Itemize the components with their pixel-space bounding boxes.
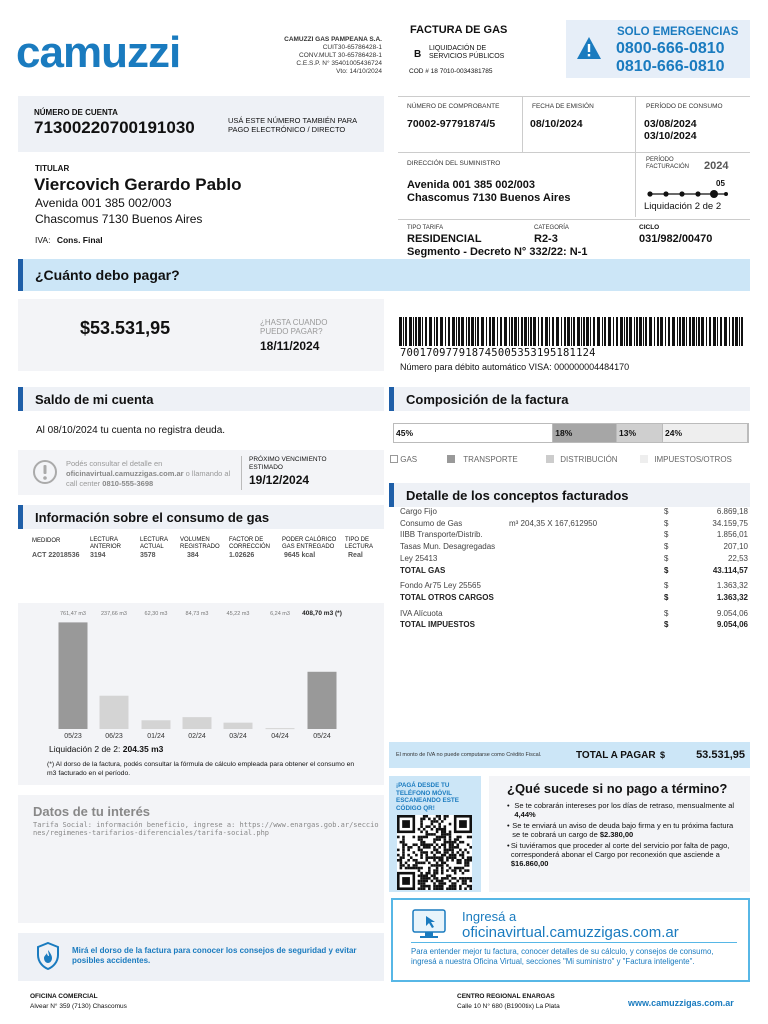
pay-header-title: ¿Cuánto debo pagar?	[35, 267, 180, 283]
chart-value-label: 45,22 m3	[226, 611, 250, 617]
voucher-date-label: FECHA DE EMISIÓN	[532, 103, 594, 110]
tariff-cycle-label: CICLO	[639, 224, 660, 231]
legend-distribution: DISTRIBUCIÓN	[546, 455, 618, 464]
detail-amount: 43.114,57	[712, 565, 748, 575]
tariff-type-label: TIPO TARIFA	[407, 225, 444, 231]
holder-name: Viercovich Gerardo Pablo	[34, 175, 242, 194]
legend-transport: TRANSPORTE	[447, 455, 518, 464]
consumption-header-title: Información sobre el consumo de gas	[35, 510, 270, 525]
detail-amount: 9.054,06	[716, 620, 748, 630]
chart-bar	[142, 720, 171, 729]
detail-currency: $	[664, 553, 669, 563]
invoice-letter: B	[414, 49, 422, 60]
total-amount: 53.531,95	[696, 749, 745, 761]
composition-header-title: Composición de la factura	[406, 392, 569, 407]
legend-gas: GAS	[390, 455, 417, 464]
chart-bar	[266, 728, 295, 729]
legend-taxes: IMPUESTOS/OTROS	[640, 455, 732, 464]
emergency-phone-2: 0810-666-0810	[616, 58, 725, 75]
company-name: CAMUZZI GAS PAMPEANA S.A.	[284, 36, 382, 43]
detail-concept: Ley 25413	[400, 553, 438, 563]
pay-box	[18, 299, 384, 371]
virtual-text: Para entender mejor tu factura, conocer detalles de su cálculo, y consejos de consumo, ingresá a nuestra Oficina Virtual, secciones "Mi suministro" y "Factura inteligente".	[411, 947, 714, 966]
details-header-title: Detalle de los conceptos facturados	[406, 488, 629, 503]
composition-header	[389, 387, 750, 411]
chart-category-label: 03/24	[229, 733, 247, 740]
footer-center-address: Calle 10 N° 680 (B1900tix) La Plata	[457, 1003, 560, 1010]
billing-liquidation: Liquidación 2 de 2	[644, 201, 722, 212]
detail-concept: TOTAL OTROS CARGOS	[400, 592, 494, 602]
supply-address-2: Chascomus 7130 Buenos Aires	[407, 192, 571, 204]
col-factor: FACTOR DE CORRECCIÓN	[229, 537, 271, 550]
detail-currency: $	[664, 518, 669, 528]
tariff-segment: Segmento - Decreto N° 332/22: N-1	[407, 246, 588, 258]
balance-info-line1: Podés consultar el detalle en	[66, 459, 163, 468]
chart-bar	[100, 696, 129, 729]
company-cesp: C.E.S.P. N° 35401005436724	[296, 60, 382, 67]
col-meter: MEDIDOR	[32, 538, 61, 544]
late-bullets: • Se te cobrarán intereses por los días de retraso, mensualmente al 4,44% • Se te enviará un aviso de deuda bajo firma y en tu próxima factura se te cobrará un cargo de $2.380,00 • Si tuviéramos que proceder al corte del servicio por falta de pago, corresponderá abonar el Cargo por reconexión que asciende a $16.860,00	[507, 801, 735, 868]
val-meter: ACT 22018536	[32, 552, 80, 559]
balance-info-link[interactable]: oficinavirtual.camuzzigas.com.ar	[66, 469, 184, 478]
chart-bar	[59, 622, 88, 729]
invoice-type: LIQUIDACIÓN DE SERVICIOS PÚBLICOS	[429, 45, 505, 60]
billing-num: 05	[716, 179, 725, 188]
consumption-header	[18, 505, 384, 529]
detail-amount: 207,10	[723, 542, 748, 552]
holder-iva	[35, 235, 103, 245]
account-note: USÁ ESTE NÚMERO TAMBIÉN PARA PAGO ELECTRÓNICO / DIRECTO	[228, 116, 357, 134]
detail-row	[400, 542, 748, 553]
pay-until-label: ¿HASTA CUANDO PUEDO PAGAR?	[260, 318, 328, 336]
detail-amount: 1.363,32	[716, 581, 748, 591]
val-volume: 384	[187, 552, 199, 559]
pay-until-date: 18/11/2024	[260, 339, 320, 353]
detail-row	[400, 581, 748, 592]
supply-label: DIRECCIÓN DEL SUMINISTRO	[407, 160, 501, 167]
pay-amount: $53.531,95	[80, 318, 171, 338]
late-header: ¿Qué sucede si no pago a término?	[507, 781, 728, 796]
composition-segment: 13%	[617, 424, 663, 442]
emergency-title: SOLO EMERGENCIAS	[617, 26, 739, 38]
company-info	[230, 36, 382, 76]
consumption-table	[18, 532, 384, 594]
composition-segment: 24%	[663, 424, 748, 442]
virtual-office-box[interactable]	[391, 898, 750, 982]
barcode-number: 700170977918745005353195181124	[400, 347, 596, 359]
supply-box	[398, 152, 750, 256]
chart-category-label: 05/23	[64, 733, 82, 740]
billing-progress-track	[646, 189, 728, 199]
detail-row	[400, 507, 748, 518]
balance-info-line2: o llamando al call center	[66, 469, 231, 488]
col-current: LECTURA ACTUAL	[140, 537, 168, 550]
account-box	[18, 96, 384, 152]
account-label: NÚMERO DE CUENTA	[34, 108, 118, 117]
pay-header	[18, 259, 750, 291]
safety-box	[18, 933, 384, 981]
camuzzi-logo: camuzzi	[16, 28, 181, 77]
val-current: 3578	[140, 552, 156, 559]
detail-currency: $	[664, 620, 669, 630]
late-payment-box	[489, 776, 750, 892]
val-factor: 1.02626	[229, 552, 255, 559]
detail-amount: 9.054,06	[716, 608, 748, 618]
balance-text: Al 08/10/2024 tu cuenta no registra deuda.	[36, 425, 226, 436]
company-vto: Vto: 14/10/2024	[336, 68, 382, 75]
detail-currency: $	[664, 542, 669, 552]
chart-bar	[308, 672, 337, 729]
chart-footnote: (*) Al dorso de la factura, podés consultar la fórmula de cálculo empleada para obtener el consumo en m3 facturado en el período.	[47, 761, 355, 777]
detail-currency: $	[664, 581, 669, 591]
account-number: 71300220700191030	[34, 118, 195, 137]
footer-website[interactable]: www.camuzzigas.com.ar	[628, 998, 734, 1008]
footer-center-label: CENTRO REGIONAL ENARGAS	[457, 993, 555, 1000]
tariff-cat-label: CATEGORÍA	[534, 225, 569, 231]
balance-header	[18, 387, 384, 411]
tariff-type: RESIDENCIAL	[407, 233, 482, 245]
detail-amount: 1.363,32	[716, 592, 748, 602]
detail-concept: TOTAL GAS	[400, 565, 446, 575]
billing-year: 2024	[704, 160, 729, 172]
detail-row	[400, 519, 748, 530]
detail-currency: $	[664, 565, 669, 575]
detail-row	[400, 530, 748, 541]
iva-note: El monto de IVA no puede computarse como Crédito Fiscal.	[396, 752, 542, 758]
total-label: TOTAL A PAGAR	[576, 750, 656, 761]
monitor-click-icon	[411, 908, 447, 940]
chart-value-label: 761,47 m3	[60, 611, 86, 617]
chart-value-label: 62,30 m3	[144, 611, 168, 617]
chart-value-label: 6,24 m3	[270, 611, 290, 617]
visa-number: 000000004484170	[554, 362, 630, 372]
detail-concept: IVA Alícuota	[400, 608, 443, 618]
chart-bar	[183, 717, 212, 729]
qr-text: ¡PAGÁ DESDE TU TELÉFONO MÓVIL ESCANEANDO ESTE CÓDIGO QR!	[396, 782, 459, 812]
col-volume: VOLUMEN REGISTRADO	[180, 537, 220, 550]
chart-liquidation-value: 204.35 m3	[122, 744, 164, 754]
detail-currency: $	[664, 608, 669, 618]
company-conv: CONV.MULT 30-65786428-1	[299, 52, 382, 59]
payment-qr-code[interactable]	[395, 815, 474, 890]
holder-iva-value: Cons. Final	[56, 235, 103, 245]
detail-currency: $	[664, 592, 669, 602]
col-prev: LECTURA ANTERIOR	[90, 537, 122, 550]
invoice-title: FACTURA DE GAS	[410, 24, 508, 36]
voucher-period-from: 03/08/2024	[644, 118, 697, 130]
composition-segment: 45%	[394, 424, 553, 442]
voucher-date: 08/10/2024	[530, 118, 583, 130]
val-reading: Real	[348, 552, 363, 559]
interest-text: Tarifa Social: información beneficio, ingrese a: https://www.enargas.gob.ar/secciones/regimenes-tarifarios-diferenciales/tarifa-social.php	[33, 821, 379, 837]
tariff-cat: R2-3	[534, 233, 558, 245]
emergency-box	[566, 20, 750, 78]
payment-barcode	[399, 317, 746, 346]
interest-box	[18, 795, 384, 923]
qr-box	[389, 776, 481, 892]
emergency-phone-1: 0800-666-0810	[616, 40, 725, 57]
chart-bar	[224, 723, 253, 729]
detail-concept: Consumo de Gas	[400, 518, 463, 528]
chart-value-label: 408,70 m3 (*)	[302, 610, 342, 617]
balance-info-text	[66, 459, 236, 489]
holder-label: TITULAR	[35, 164, 70, 173]
consumption-chart-box	[18, 603, 384, 785]
footer-center	[457, 992, 560, 1012]
supply-address-1: Avenida 001 385 002/003	[407, 179, 536, 191]
total-currency: $	[660, 750, 666, 760]
composition-segment: 18%	[553, 424, 617, 442]
consumption-chart	[18, 603, 384, 743]
chart-liquidation-label: Liquidación 2 de 2:	[49, 744, 121, 754]
virtual-title: Ingresá a	[462, 909, 517, 924]
composition-bar	[393, 423, 749, 443]
balance-header-title: Saldo de mi cuenta	[35, 392, 154, 407]
chart-category-label: 01/24	[147, 733, 165, 740]
visa-label: Número para débito automático VISA:	[400, 362, 552, 372]
detail-row	[400, 566, 748, 577]
warning-icon	[576, 36, 602, 60]
invoice-cod: COD # 18 7010-0034381785	[409, 68, 493, 75]
footer-office-label: OFICINA COMERCIAL	[30, 993, 98, 1000]
detail-row	[400, 554, 748, 565]
detail-row	[400, 620, 748, 631]
chart-category-label: 05/24	[313, 733, 331, 740]
voucher-number: 70002-97791874/5	[407, 118, 496, 130]
company-cuit: CUIT30-65786428-1	[322, 44, 382, 51]
val-caloric: 9645 kcal	[284, 552, 316, 559]
flame-shield-icon	[36, 942, 60, 970]
billing-period-label: PERÍODO FACTURACIÓN	[646, 157, 690, 170]
voucher-period-label: PERÍODO DE CONSUMO	[646, 103, 723, 110]
info-icon	[32, 459, 58, 485]
detail-row	[400, 593, 748, 604]
balance-info-phone: 0810-555-3698	[102, 479, 154, 488]
detail-currency: $	[664, 530, 669, 540]
details-header	[389, 483, 750, 507]
detail-amount: 6.869,18	[716, 507, 748, 516]
holder-address-1: Avenida 001 385 002/003	[35, 196, 172, 210]
detail-concept: IIBB Transporte/Distrib.	[400, 530, 483, 540]
detail-concept: TOTAL IMPUESTOS	[400, 620, 475, 630]
interest-header: Datos de tu interés	[33, 804, 151, 819]
chart-category-label: 02/24	[188, 733, 206, 740]
voucher-box	[398, 96, 750, 152]
footer-office-address: Alvear N° 359 (7130) Chascomus	[30, 1003, 127, 1010]
footer-office	[30, 992, 127, 1012]
total-box	[389, 742, 750, 768]
tariff-cycle: 031/982/00470	[639, 233, 713, 245]
detail-concept: Cargo Fijo	[400, 507, 437, 516]
composition-legend	[390, 455, 750, 467]
balance-info-box	[18, 450, 384, 495]
virtual-url[interactable]: oficinavirtual.camuzzigas.com.ar	[462, 924, 679, 941]
detail-concept: Tasas Mun. Desagregadas	[400, 542, 496, 552]
voucher-period-to: 03/10/2024	[644, 130, 697, 142]
safety-text: Mirá el dorso de la factura para conocer los consejos de seguridad y evitar posibles accidentes.	[72, 946, 357, 965]
chart-value-label: 84,73 m3	[185, 611, 209, 617]
val-prev: 3194	[90, 552, 106, 559]
detail-row	[400, 609, 748, 620]
chart-category-label: 06/23	[105, 733, 123, 740]
col-reading: TIPO DE LECTURA	[345, 537, 374, 550]
next-due-date: 19/12/2024	[249, 473, 310, 487]
holder-address-2: Chascomus 7130 Buenos Aires	[35, 212, 203, 226]
detail-concept: Fondo Ar75 Ley 25565	[400, 581, 481, 591]
detail-currency: $	[664, 507, 669, 516]
detail-amount: 34.159,75	[712, 518, 748, 528]
chart-value-label: 237,66 m3	[101, 611, 127, 617]
detail-extra: m³ 204,35 X 167,612950	[509, 518, 598, 528]
detail-amount: 22,53	[727, 553, 748, 563]
chart-liquidation	[49, 744, 163, 754]
detail-amount: 1.856,01	[716, 530, 748, 540]
col-caloric: PODER CALÓRICO GAS ENTREGADO	[282, 537, 337, 550]
holder-iva-label: IVA:	[35, 235, 51, 245]
chart-category-label: 04/24	[271, 733, 289, 740]
visa-debit	[400, 362, 629, 372]
next-due-label: PRÓXIMO VENCIMIENTO ESTIMADO	[249, 456, 327, 471]
voucher-number-label: NÚMERO DE COMPROBANTE	[407, 103, 500, 110]
